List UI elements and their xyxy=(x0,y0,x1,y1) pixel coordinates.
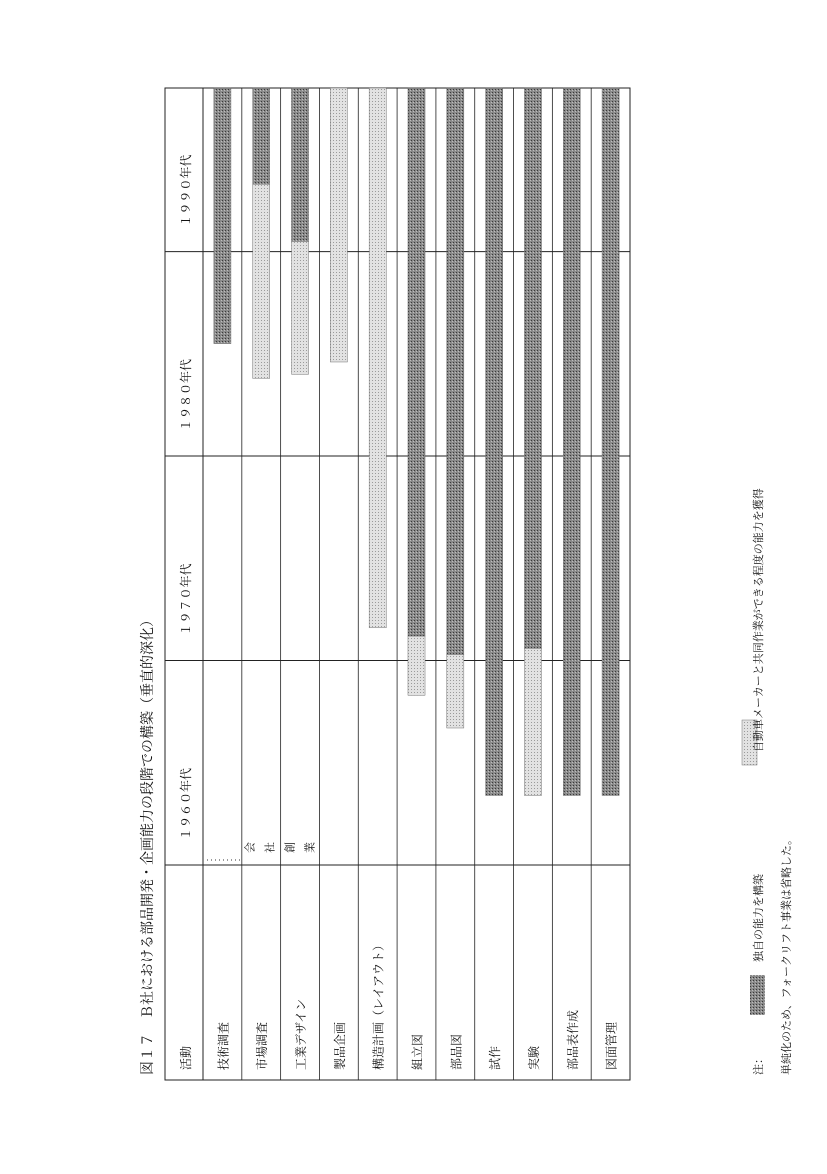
table-frame xyxy=(165,88,630,1080)
own-capability-swatch xyxy=(750,975,765,1015)
joint-capability-bar xyxy=(330,88,347,362)
joint-capability-bar xyxy=(408,636,425,695)
header-era: １９７０年代 xyxy=(179,563,193,636)
joint-capability-label: 自動車メーカーと共同作業ができる程度の能力を獲得 xyxy=(752,488,765,752)
joint-capability-bar xyxy=(253,184,270,378)
row-label: 組立図 xyxy=(410,1033,425,1070)
row-label: 部品図 xyxy=(449,1033,464,1070)
legend xyxy=(742,488,793,1075)
row-label: 図面管理 xyxy=(604,1021,619,1070)
joint-capability-bar xyxy=(292,241,309,374)
header-activity: 活動 xyxy=(179,1045,193,1070)
own-capability-bar xyxy=(486,88,503,795)
own-capability-bar xyxy=(524,88,541,648)
joint-capability-bar xyxy=(369,88,386,628)
joint-capability-bar xyxy=(447,654,464,728)
note-line-2: 単純化のため、フォークリフト事業は省略した。 xyxy=(780,833,793,1075)
row-label: 試作 xyxy=(488,1045,503,1070)
figure-title: 図１７ Ｂ社における部品開発・企画能力の段階での構築（垂直的深化） xyxy=(140,613,156,1075)
header-era: １９９０年代 xyxy=(179,154,193,227)
company-founding-char: 社 xyxy=(263,842,277,853)
row-label: 実験 xyxy=(526,1045,541,1070)
company-founding-char: 業 xyxy=(303,842,317,853)
own-capability-bar xyxy=(214,88,231,344)
header-era: １９６０年代 xyxy=(179,767,193,840)
row-label: 構造計画（レイアウト） xyxy=(371,938,386,1070)
row-label: 製品企画 xyxy=(332,1021,347,1070)
row-label: 工業デザイン xyxy=(294,998,309,1070)
own-capability-bar xyxy=(292,88,309,241)
row-label: 市場調査 xyxy=(255,1021,270,1070)
own-capability-bar xyxy=(602,88,619,795)
company-founding-char: 会 xyxy=(243,842,257,853)
joint-capability-bar xyxy=(524,648,541,795)
own-capability-label: 独自の能力を構築 xyxy=(752,874,765,962)
row-label: 技術調査 xyxy=(216,1021,231,1070)
own-capability-bar xyxy=(408,88,425,636)
own-capability-bar xyxy=(563,88,580,795)
company-founding-char: 創 xyxy=(283,842,297,853)
own-capability-bar xyxy=(447,88,464,654)
row-label: 部品表作成 xyxy=(565,1009,580,1070)
header-era: １９８０年代 xyxy=(179,359,193,432)
timeline-table xyxy=(165,88,630,1080)
own-capability-bar xyxy=(253,88,270,184)
note-prefix: 注： xyxy=(752,1053,765,1075)
